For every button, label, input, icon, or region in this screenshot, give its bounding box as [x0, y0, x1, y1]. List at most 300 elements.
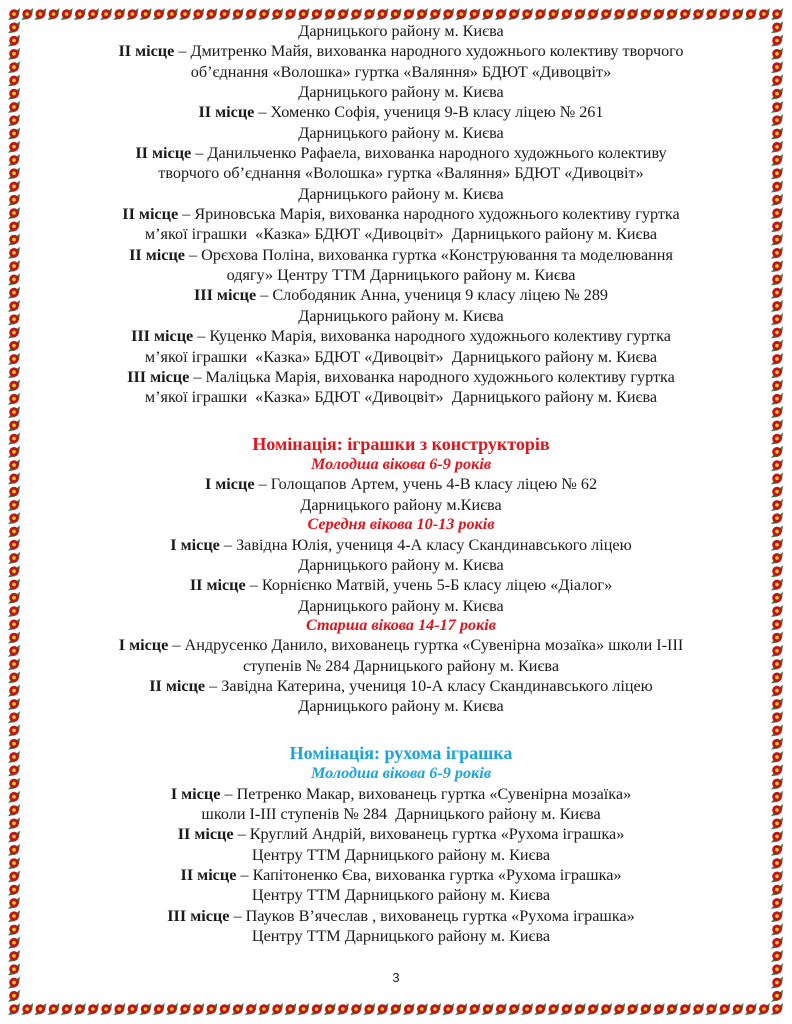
flower-icon: [771, 711, 783, 723]
flower-icon: [311, 1003, 323, 1015]
place-label: III місце: [167, 906, 230, 925]
award-entry: [40, 824, 762, 844]
flower-icon: [179, 8, 191, 20]
award-entry: [40, 102, 762, 122]
entry-text: – Круглий Андрій, вихованець гуртка «Рухома іграшка»: [233, 825, 625, 844]
place-label: II місце: [189, 576, 246, 595]
flower-icon: [771, 260, 783, 272]
flower-icon: [8, 618, 20, 630]
flower-icon: [113, 1003, 125, 1015]
flower-icon: [8, 194, 20, 206]
flower-icon: [297, 1003, 309, 1015]
flower-icon: [771, 313, 783, 325]
flower-icon: [482, 1003, 494, 1015]
flower-icon: [363, 8, 375, 20]
text-line: Дарницького району м. Києва: [298, 22, 504, 40]
flower-icon: [771, 366, 783, 378]
flower-icon: [771, 1003, 783, 1015]
flower-icon: [337, 1003, 349, 1015]
award-entry: [40, 784, 762, 804]
award-entry: [40, 474, 762, 494]
flower-icon: [87, 1003, 99, 1015]
flower-icon: [771, 605, 783, 617]
flower-icon: [771, 791, 783, 803]
flower-icon: [771, 234, 783, 246]
flower-icon: [218, 8, 230, 20]
page-number: 3: [392, 970, 400, 985]
text-line: Центру ТТМ Дарницького району м. Києва: [251, 886, 551, 905]
flower-icon: [8, 260, 20, 272]
award-entry: [40, 285, 762, 305]
flower-icon: [8, 698, 20, 710]
text-line: ступенів № 284 Дарницького району м. Києва: [242, 656, 560, 675]
place-label: III місце: [127, 367, 190, 386]
flower-icon: [166, 1003, 178, 1015]
text-line: Дарницького району м. Києва: [298, 83, 504, 102]
flower-icon: [258, 1003, 270, 1015]
flower-icon: [771, 207, 783, 219]
flower-icon: [495, 8, 507, 20]
flower-icon: [311, 8, 323, 20]
flower-icon: [561, 8, 573, 20]
award-entry: [40, 143, 762, 163]
flower-icon: [771, 512, 783, 524]
flower-icon: [771, 897, 783, 909]
flower-icon: [140, 1003, 152, 1015]
place-label: I місце: [170, 535, 220, 554]
award-entry: [40, 535, 762, 555]
flower-icon: [74, 8, 86, 20]
flower-icon: [205, 1003, 217, 1015]
flower-icon: [8, 393, 20, 405]
flower-icon: [8, 406, 20, 418]
flower-icon: [8, 764, 20, 776]
flower-icon: [416, 1003, 428, 1015]
flower-icon: [666, 8, 678, 20]
flower-icon: [8, 366, 20, 378]
flower-icon: [284, 8, 296, 20]
flower-icon: [8, 472, 20, 484]
flower-icon: [521, 1003, 533, 1015]
flower-icon: [666, 1003, 678, 1015]
flower-icon: [771, 194, 783, 206]
flower-icon: [705, 8, 717, 20]
flower-icon: [8, 101, 20, 113]
place-label: III місце: [131, 327, 194, 346]
flower-icon: [8, 831, 20, 843]
flower-icon: [350, 8, 362, 20]
flower-icon: [258, 8, 270, 20]
flower-icon: [284, 1003, 296, 1015]
flower-icon: [534, 8, 546, 20]
flower-icon: [705, 1003, 717, 1015]
entry-text: – Яриновська Марія, вихованка народного художнього колективу гуртка: [178, 205, 680, 224]
flower-icon: [297, 8, 309, 20]
flower-icon: [771, 74, 783, 86]
text-line: одягу» Центру ТТМ Дарницького району м. Києва: [226, 266, 576, 285]
flower-icon: [771, 353, 783, 365]
flower-icon: [8, 326, 20, 338]
flower-icon: [758, 8, 770, 20]
flower-icon: [271, 1003, 283, 1015]
flower-icon: [587, 8, 599, 20]
flower-icon: [771, 698, 783, 710]
flower-icon: [21, 8, 33, 20]
flower-icon: [771, 645, 783, 657]
flower-icon: [8, 1003, 20, 1015]
flower-icon: [745, 8, 757, 20]
flower-icon: [771, 751, 783, 763]
flower-icon: [8, 340, 20, 352]
flower-icon: [8, 313, 20, 325]
flower-icon: [771, 88, 783, 100]
flower-icon: [416, 8, 428, 20]
flower-icon: [626, 1003, 638, 1015]
entry-text: – Слободяник Анна, учениця 9 класу ліцею № 289: [256, 286, 609, 305]
flower-icon: [587, 1003, 599, 1015]
flower-icon: [74, 1003, 86, 1015]
flower-icon: [218, 1003, 230, 1015]
place-label: II місце: [122, 205, 179, 224]
section-spacer: [40, 717, 762, 737]
flower-icon: [771, 777, 783, 789]
flower-icon: [8, 671, 20, 683]
flower-icon: [771, 539, 783, 551]
flower-icon: [692, 8, 704, 20]
flower-icon: [100, 8, 112, 20]
flower-icon: [771, 48, 783, 60]
flower-icon: [8, 658, 20, 670]
place-label: II місце: [149, 677, 206, 696]
results-list: [40, 21, 762, 946]
flower-icon: [8, 512, 20, 524]
place-label: I місце: [118, 636, 169, 655]
text-line: Дарницького району м. Києва: [298, 123, 504, 142]
flower-icon: [403, 8, 415, 20]
flower-icon: [8, 247, 20, 259]
flower-icon: [8, 379, 20, 391]
entry-text: – Данильченко Рафаела, вихованка народного художнього колективу: [191, 144, 667, 163]
flower-icon: [8, 220, 20, 232]
flower-icon: [653, 8, 665, 20]
flower-icon: [771, 937, 783, 949]
flower-icon: [771, 287, 783, 299]
entry-text: – Капітоненко Єва, вихованка гуртка «Рухома іграшка»: [236, 866, 622, 885]
flower-icon: [8, 884, 20, 896]
flower-icon: [192, 8, 204, 20]
entry-text: – Петренко Макар, вихованець гуртка «Сувенірна мозаїка»: [220, 784, 632, 803]
flower-icon: [574, 8, 586, 20]
flower-icon: [495, 1003, 507, 1015]
flower-icon: [771, 565, 783, 577]
entry-text: – Пауков В’ячеслав , вихованець гуртка «Рухома іграшка»: [229, 906, 635, 925]
flower-icon: [442, 1003, 454, 1015]
flower-icon: [47, 1003, 59, 1015]
flower-icon: [679, 8, 691, 20]
flower-icon: [771, 870, 783, 882]
text-line: Дарницького району м. Києва: [298, 184, 504, 203]
place-label: II місце: [198, 103, 255, 122]
flower-icon: [771, 724, 783, 736]
flower-icon: [8, 724, 20, 736]
flower-icon: [771, 433, 783, 445]
flower-icon: [639, 1003, 651, 1015]
flower-icon: [613, 1003, 625, 1015]
flower-icon: [350, 1003, 362, 1015]
flower-icon: [8, 711, 20, 723]
flower-icon: [8, 777, 20, 789]
flower-icon: [600, 1003, 612, 1015]
flower-icon: [337, 8, 349, 20]
place-label: I місце: [170, 784, 221, 803]
text-line: Дарницького району м. Києва: [298, 306, 504, 325]
flower-icon: [771, 685, 783, 697]
flower-icon: [771, 857, 783, 869]
text-line: Центру ТТМ Дарницького району м. Києва: [251, 845, 551, 864]
flower-icon: [8, 791, 20, 803]
flower-icon: [8, 127, 20, 139]
flower-icon: [745, 1003, 757, 1015]
flower-icon: [547, 8, 559, 20]
award-entry: [40, 204, 762, 224]
flower-icon: [718, 1003, 730, 1015]
place-label: II місце: [135, 144, 192, 163]
section-spacer: [40, 408, 762, 428]
flower-icon: [8, 817, 20, 829]
flower-icon: [521, 8, 533, 20]
flower-icon: [232, 1003, 244, 1015]
award-entry: [40, 635, 762, 655]
award-entry: [40, 326, 762, 346]
entry-text: – Андрусенко Данило, вихованець гуртка «Сувенірна мозаїка» школи I-III: [168, 636, 684, 655]
flower-icon: [8, 180, 20, 192]
entry-text: – Куценко Марія, вихованка народного художнього колективу гуртка: [193, 327, 671, 346]
flower-icon: [8, 61, 20, 73]
entry-text: – Орєхова Поліна, вихованка гуртка «Конструювання та моделювання: [184, 245, 673, 264]
entry-text: – Корнієнко Матвій, учень 5-Б класу ліцею «Діалог»: [245, 576, 613, 595]
flower-icon: [771, 273, 783, 285]
entry-text: – Завідна Катерина, учениця 10-А класу Скандинавського ліцею: [205, 677, 653, 696]
nomination-heading: Номінація: рухома іграшка: [289, 743, 513, 764]
flower-icon: [8, 154, 20, 166]
flower-icon: [8, 950, 20, 962]
flower-icon: [205, 8, 217, 20]
flower-icon: [245, 8, 257, 20]
flower-icon: [192, 1003, 204, 1015]
flower-icon: [771, 114, 783, 126]
flower-icon: [482, 8, 494, 20]
flower-icon: [732, 1003, 744, 1015]
flower-icon: [8, 459, 20, 471]
flower-icon: [8, 8, 20, 20]
flower-icon: [8, 844, 20, 856]
age-group-heading: Середня вікова 10-13 років: [307, 515, 495, 534]
flower-icon: [324, 1003, 336, 1015]
flower-icon: [390, 8, 402, 20]
flower-icon: [771, 406, 783, 418]
flower-icon: [771, 804, 783, 816]
flower-icon: [771, 220, 783, 232]
text-line: Дарницького району м. Києва: [298, 596, 504, 615]
flower-icon: [442, 8, 454, 20]
flower-icon: [34, 1003, 46, 1015]
flower-icon: [561, 1003, 573, 1015]
flower-icon: [8, 48, 20, 60]
flower-icon: [8, 990, 20, 1002]
entry-text: – Дмитренко Майя, вихованка народного художнього колективу творчого: [174, 42, 684, 61]
flower-icon: [771, 379, 783, 391]
flower-icon: [126, 1003, 138, 1015]
flower-icon: [8, 300, 20, 312]
flower-icon: [8, 738, 20, 750]
flower-icon: [8, 857, 20, 869]
text-line: об’єднання «Волошка» гуртка «Валяння» БДЮТ «Дивоцвіт»: [190, 62, 612, 81]
flower-icon: [8, 632, 20, 644]
award-entry: [40, 41, 762, 61]
flower-icon: [8, 552, 20, 564]
text-line: Центру ТТМ Дарницького району м. Києва: [251, 927, 551, 946]
flower-icon: [8, 287, 20, 299]
flower-icon: [376, 8, 388, 20]
award-entry: [40, 865, 762, 885]
flower-icon: [771, 910, 783, 922]
flower-icon: [8, 74, 20, 86]
flower-icon: [376, 1003, 388, 1015]
flower-icon: [113, 8, 125, 20]
entry-text: – Завідна Юлія, учениця 4-А класу Скандинавського ліцею: [219, 535, 632, 554]
flower-icon: [363, 1003, 375, 1015]
award-entry: [40, 906, 762, 926]
flower-icon: [468, 8, 480, 20]
flower-icon: [429, 8, 441, 20]
flower-icon: [8, 539, 20, 551]
flower-icon: [232, 8, 244, 20]
flower-icon: [732, 8, 744, 20]
entry-text: – Хоменко Софія, учениця 9-В класу ліцею № 261: [254, 103, 604, 122]
place-label: II місце: [118, 42, 175, 61]
text-line: м’якої іграшки «Казка» БДЮТ «Дивоцвіт» Дарницького району м. Києва: [144, 388, 658, 407]
flower-icon: [771, 472, 783, 484]
flower-icon: [8, 685, 20, 697]
flower-icon: [8, 923, 20, 935]
flower-icon: [639, 8, 651, 20]
flower-icon: [8, 897, 20, 909]
flower-icon: [390, 1003, 402, 1015]
flower-icon: [771, 990, 783, 1002]
text-line: м’якої іграшки «Казка» БДЮТ «Дивоцвіт» Дарницького району м. Києва: [144, 347, 658, 366]
place-label: I місце: [204, 475, 255, 494]
flower-icon: [771, 764, 783, 776]
flower-icon: [771, 419, 783, 431]
place-label: II місце: [177, 825, 234, 844]
flower-icon: [692, 1003, 704, 1015]
age-group-heading: Молодша вікова 6-9 років: [310, 454, 492, 473]
flower-icon: [771, 671, 783, 683]
text-line: м’якої іграшки «Казка» БДЮТ «Дивоцвіт» Дарницького району м. Києва: [144, 225, 658, 244]
flower-icon: [8, 499, 20, 511]
flower-icon: [87, 8, 99, 20]
flower-icon: [771, 486, 783, 498]
award-entry: [40, 575, 762, 595]
flower-icon: [771, 592, 783, 604]
flower-icon: [574, 1003, 586, 1015]
flower-icon: [771, 923, 783, 935]
text-line: школи I-III ступенів № 284 Дарницького району м. Києва: [201, 805, 601, 823]
flower-icon: [8, 870, 20, 882]
flower-icon: [8, 419, 20, 431]
flower-icon: [771, 21, 783, 33]
flower-icon: [613, 8, 625, 20]
place-label: II місце: [180, 866, 237, 885]
flower-icon: [403, 1003, 415, 1015]
flower-icon: [771, 578, 783, 590]
flower-icon: [758, 1003, 770, 1015]
flower-icon: [21, 1003, 33, 1015]
flower-icon: [771, 844, 783, 856]
flower-icon: [153, 8, 165, 20]
text-line: Дарницького району м. Києва: [298, 555, 504, 574]
flower-icon: [8, 234, 20, 246]
place-label: III місце: [193, 286, 257, 305]
flower-icon: [771, 525, 783, 537]
flower-icon: [771, 247, 783, 259]
flower-icon: [8, 21, 20, 33]
award-entry: [40, 367, 762, 387]
flower-icon: [771, 340, 783, 352]
entry-text: – Голощапов Артем, учень 4-В класу ліцею № 62: [254, 475, 598, 494]
flower-icon: [8, 35, 20, 47]
text-line: Дарницького району м. Києва: [298, 697, 504, 716]
flower-icon: [34, 8, 46, 20]
flower-icon: [166, 8, 178, 20]
flower-icon: [600, 8, 612, 20]
flower-icon: [8, 141, 20, 153]
flower-icon: [771, 154, 783, 166]
flower-icon: [61, 8, 73, 20]
flower-icon: [8, 578, 20, 590]
flower-icon: [771, 658, 783, 670]
flower-icon: [8, 565, 20, 577]
flower-icon: [8, 486, 20, 498]
flower-icon: [8, 207, 20, 219]
flower-icon: [153, 1003, 165, 1015]
text-line: творчого об’єднання «Волошка» гуртка «Валяння» БДЮТ «Дивоцвіт»: [158, 164, 644, 183]
flower-icon: [771, 141, 783, 153]
flower-icon: [47, 8, 59, 20]
flower-icon: [718, 8, 730, 20]
award-entry: [40, 245, 762, 265]
flower-icon: [8, 88, 20, 100]
place-label: II місце: [129, 245, 185, 264]
flower-icon: [771, 167, 783, 179]
flower-icon: [771, 326, 783, 338]
flower-icon: [8, 167, 20, 179]
flower-icon: [100, 1003, 112, 1015]
flower-icon: [653, 1003, 665, 1015]
flower-icon: [771, 552, 783, 564]
age-group-heading: Молодша вікова 6-9 років: [310, 764, 492, 783]
flower-icon: [8, 937, 20, 949]
flower-icon: [771, 393, 783, 405]
flower-icon: [271, 8, 283, 20]
flower-icon: [245, 1003, 257, 1015]
flower-icon: [8, 910, 20, 922]
flower-icon: [455, 1003, 467, 1015]
flower-icon: [8, 433, 20, 445]
flower-icon: [771, 499, 783, 511]
flower-icon: [771, 35, 783, 47]
flower-icon: [324, 8, 336, 20]
